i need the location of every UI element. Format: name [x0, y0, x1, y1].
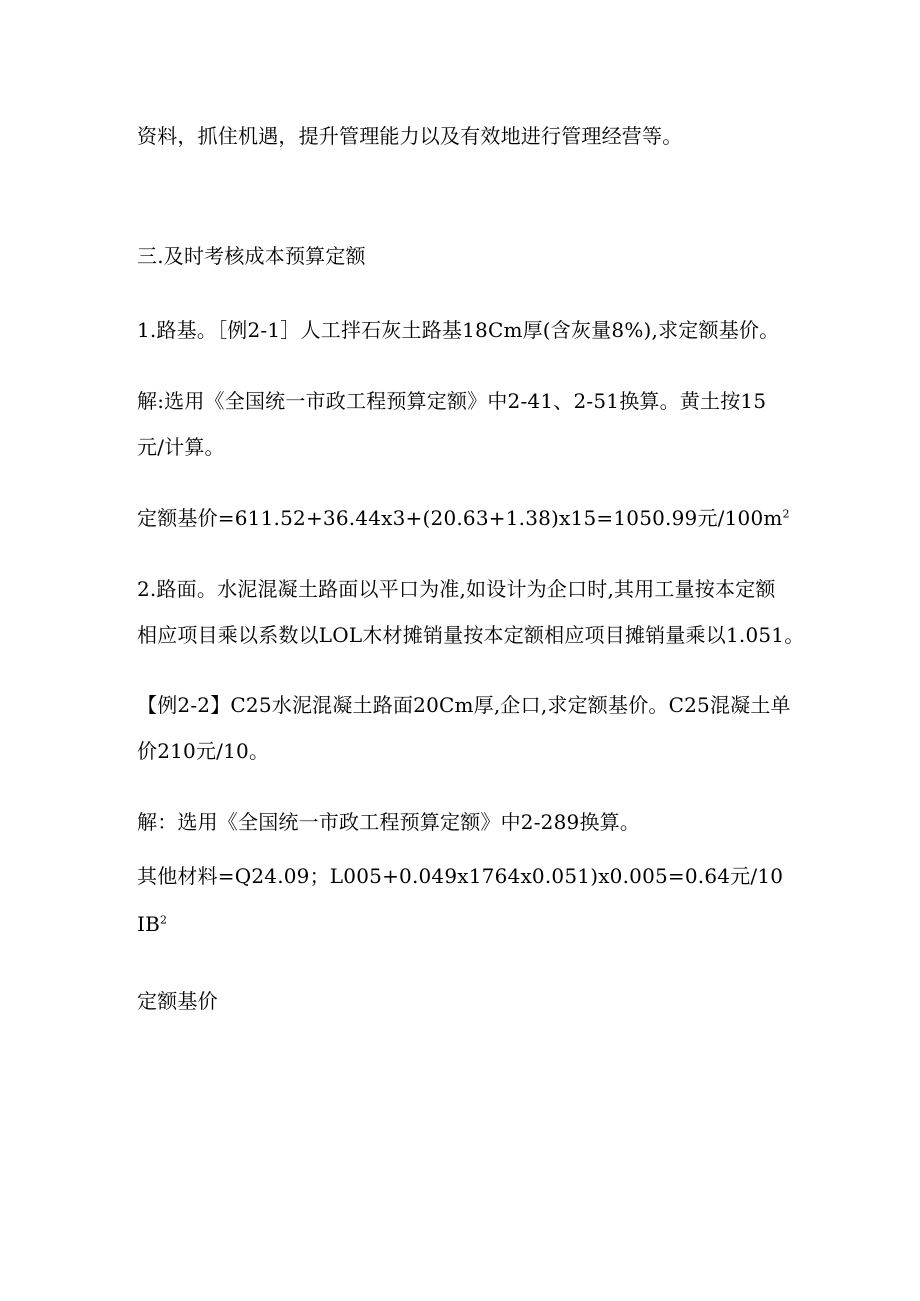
paragraph-line-intro: 资料，抓住机遇，提升管理能力以及有效地进行管理经营等。 — [137, 124, 683, 148]
example-2-2-line-2: 价210元/10。 — [137, 739, 270, 763]
superscript: 2 — [160, 913, 168, 927]
pavement-line-1: 2.路面。水泥混凝土路面以平口为准,如设计为企口时,其用工量按本定额 — [137, 577, 776, 601]
other-materials-line-2: $IB^2$ — [137, 912, 168, 936]
pavement-line-2: 相应项目乘以系数以LOL木材摊销量按本定额相应项目摊销量乘以1.051。 — [137, 623, 805, 647]
example-2-2-line-1: 【例2-2】C25水泥混凝土路面20Cm厚,企口,求定额基价。C25混凝土单 — [137, 693, 791, 717]
solution-2-2-line: 解：选用《全国统一市政工程预算定额》中2-289换算。 — [137, 810, 641, 834]
quota-price-label: 定额基价 — [137, 989, 218, 1013]
superscript: 2 — [782, 507, 790, 521]
example-2-1-line: 1.路基。［例2-1］人工拌石灰土路基18Cm厚(含灰量8%),求定额基价。 — [137, 318, 780, 342]
quota-price-formula-1: 定额基价=611.52+36.44x3+(20.63+1.38)x15=1050.99元$/100m^2$ — [137, 506, 790, 530]
section-heading: 三.及时考核成本预算定额 — [137, 244, 366, 268]
solution-line-2: 元/计算。 — [137, 435, 225, 459]
solution-line-1: 解:选用《全国统一市政工程预算定额》中2-41、2-51换算。黄土按15 — [137, 389, 767, 413]
other-materials-line-1: 其他材料=Q24.09；L005+0.049x1764x0.051)x0.005=0.64元/10 — [137, 864, 784, 888]
